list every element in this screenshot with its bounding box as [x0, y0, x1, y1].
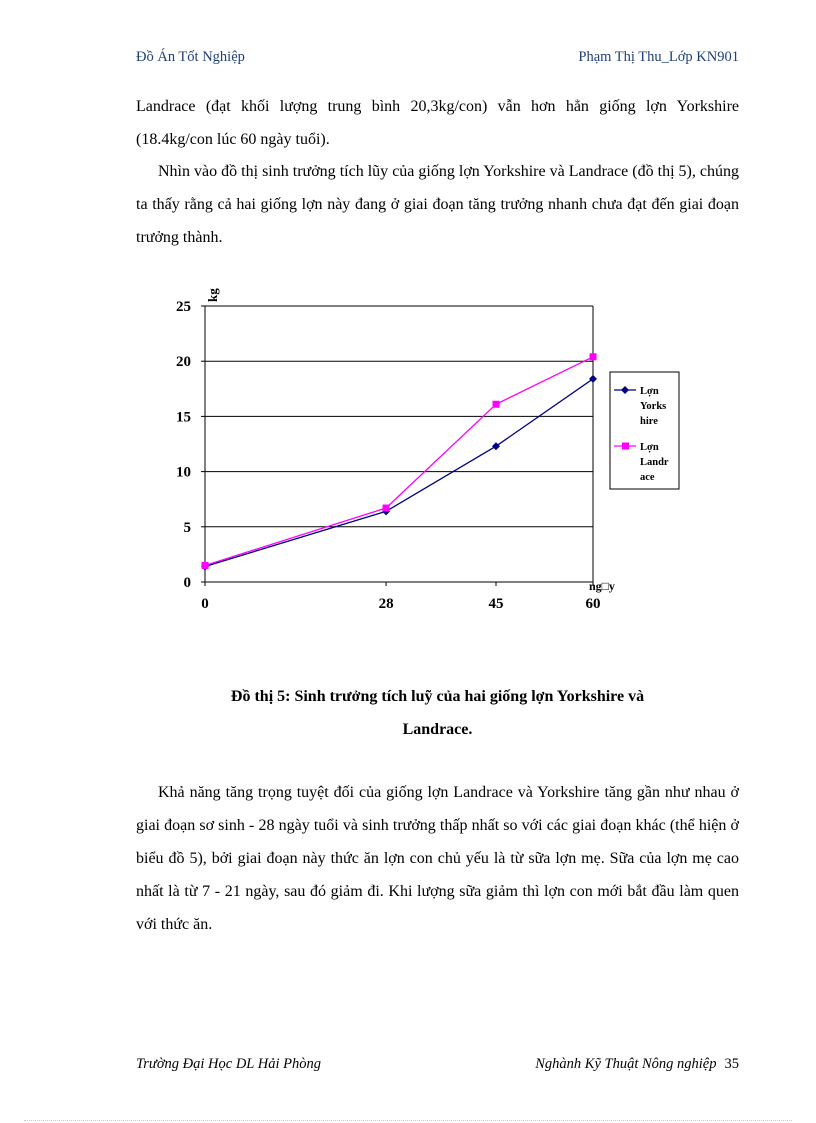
growth-chart [150, 270, 690, 620]
header-left-title: Đồ Án Tốt Nghiệp [136, 49, 245, 65]
series-1-point-0 [202, 562, 209, 569]
footer-school: Trường Đại Học DL Hải Phòng [136, 1056, 321, 1072]
x-tick-label-3: 60 [585, 596, 601, 612]
caption-line-1: Đồ thị 5: Sinh trưởng tích luỹ của hai giống lợn Yorkshire và [230, 688, 645, 705]
legend-label-0-line-0: Lợn [640, 386, 659, 397]
header-right-author: Phạm Thị Thu_Lớp KN901 [578, 49, 739, 65]
legend-marker-1 [622, 443, 629, 450]
x-axis-label: ng□y [589, 579, 615, 593]
y-axis-label: kg [205, 288, 220, 302]
series-line-0 [205, 379, 593, 567]
series-1-point-2 [493, 401, 500, 408]
x-tick-label-2: 45 [488, 596, 504, 612]
y-tick-label-0: 0 [183, 575, 191, 591]
series-0-point-3 [589, 375, 597, 383]
legend-label-0-line-1: Yorks [640, 401, 667, 412]
page-number: 35 [724, 1056, 739, 1072]
footer-right [535, 1056, 739, 1073]
legend-label-0-line-2: hire [640, 416, 658, 427]
bottom-divider [24, 1120, 792, 1121]
y-tick-label-5: 25 [176, 299, 191, 315]
paragraph-1: Landrace (đạt khối lượng trung bình 20,3kg/con) vẫn hơn hẳn giống lợn Yorkshire (18.4kg/con lúc 60 ngày tuổi). [136, 98, 739, 148]
figure-caption [136, 680, 739, 746]
caption-line-2: Landrace. [402, 721, 473, 738]
paragraph-3: Khả năng tăng trọng tuyệt đối của giống lợn Landrace và Yorkshire tăng gần như nhau ở giai đoạn sơ sinh - 28 ngày tuổi và sinh trưởng thấp nhất so với các giai đoạn khác (thể hiện ở biểu đồ 5), bởi giai đoạn này thức ăn lợn con chủ yếu là từ sữa lợn mẹ. Sữa của lợn mẹ cao nhất là từ 7 - 21 ngày, sau đó giảm đi. Khi lượng sữa giảm thì lợn con mới bắt đầu làm quen với thức ăn. [136, 784, 739, 933]
x-tick-label-0: 0 [201, 596, 209, 612]
y-tick-label-4: 20 [176, 354, 191, 371]
paragraph-2: Nhìn vào đồ thị sinh trưởng tích lũy của giống lợn Yorkshire và Landrace (đồ thị 5), chúng ta thấy rằng cả hai giống lợn này đang ở giai đoạn tăng trưởng nhanh chưa đạt đến giai đoạn trưởng thành. [136, 163, 739, 246]
series-1-point-3 [590, 353, 597, 360]
x-tick-label-1: 28 [378, 596, 394, 612]
y-tick-label-2: 10 [176, 464, 191, 481]
legend-label-1-line-0: Lợn [640, 442, 659, 453]
y-tick-label-1: 5 [183, 519, 191, 536]
series-0-point-2 [492, 442, 500, 450]
page-footer [136, 1056, 739, 1078]
page-header [136, 49, 739, 71]
legend-label-1-line-2: ace [640, 472, 655, 483]
legend-label-1-line-1: Landr [640, 457, 669, 468]
series-1-point-1 [383, 505, 390, 512]
y-tick-label-3: 15 [176, 409, 191, 426]
growth-chart-svg [150, 270, 690, 620]
footer-major: Nghành Kỹ Thuật Nông nghiệp [535, 1056, 717, 1072]
series-line-1 [205, 357, 593, 566]
